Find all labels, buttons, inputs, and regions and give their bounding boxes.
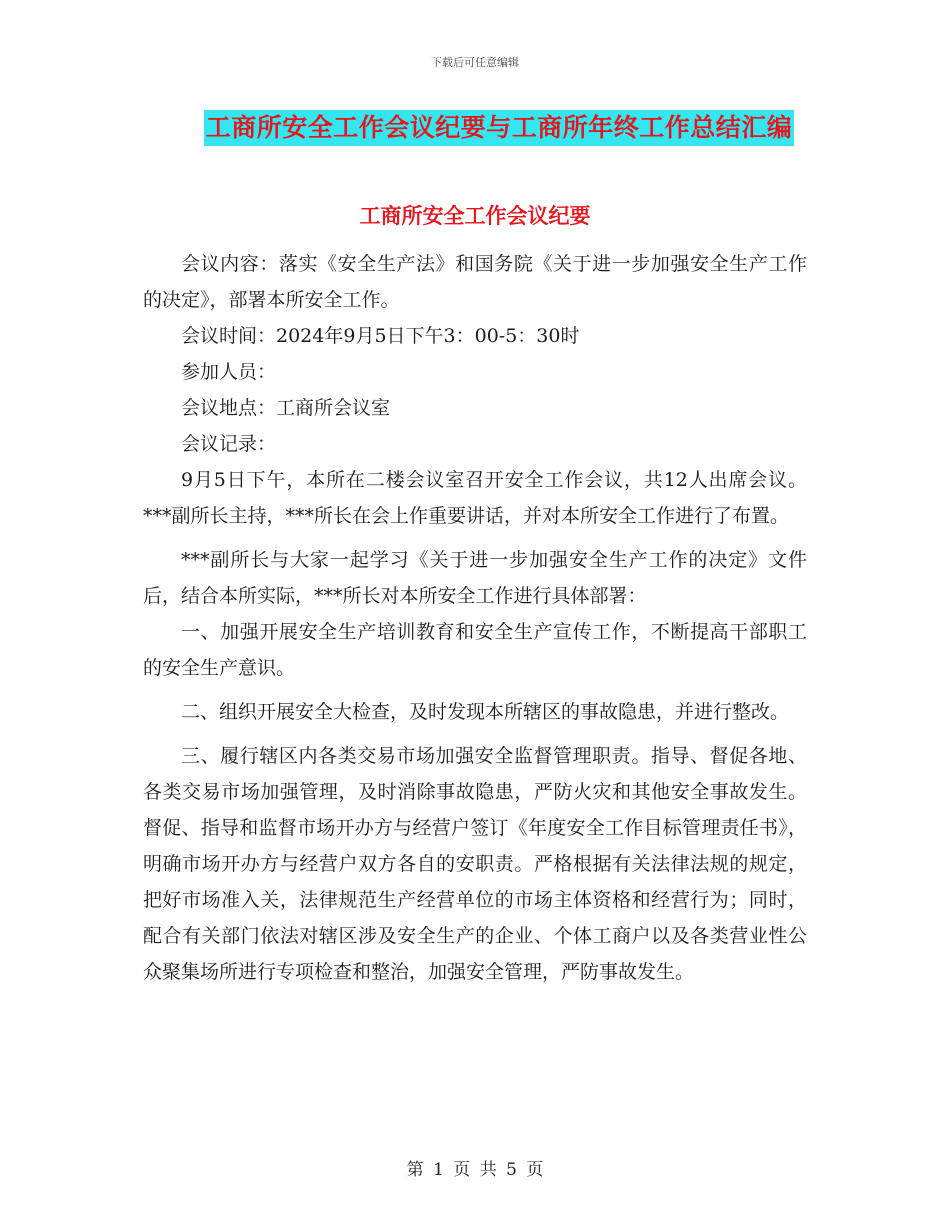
header-note: 下载后可任意编辑	[431, 56, 519, 69]
paragraph-item-one: 一、加强开展安全生产培训教育和安全生产宣传工作，不断提高干部职工的安全生产意识。	[143, 621, 807, 679]
paragraph-study-deployment: ***副所长与大家一起学习《关于进一步加强安全生产工作的决定》文件后，结合本所实际，***所长对本所安全工作进行具体部署：	[143, 549, 807, 607]
paragraph-meeting-summary: 9月5日下午，本所在二楼会议室召开安全工作会议，共12人出席会议。***副所长主持，***所长在会上作重要讲话，并对本所安全工作进行了布置。	[143, 469, 807, 527]
paragraph-item-three: 三、履行辖区内各类交易市场加强安全监督管理职责。指导、督促各地、各类交易市场加强管理，及时消除事故隐患，严防火灾和其他安全事故发生。督促、指导和监督市场开办方与经营户签订《年度安全工作目标管理责任书》，明确市场开办方与经营户双方各自的安职责。严格根据有关法律法规的规定，把好市场准入关，法律规范生产经营单位的市场主体资格和经营行为；同时，配合有关部门依法对辖区涉及安全生产的企业、个体工商户以及各类营业性公众聚集场所进行专项检查和整治，加强安全管理，严防事故发生。	[143, 745, 807, 983]
paragraph-meeting-record: 会议记录：	[181, 433, 277, 455]
main-title: 工商所安全工作会议纪要与工商所年终工作总结汇编	[204, 110, 795, 146]
paragraph-meeting-location: 会议地点：工商所会议室	[181, 397, 391, 419]
page-number: 第 1 页 共 5 页	[406, 1160, 544, 1180]
paragraph-meeting-content: 会议内容：落实《安全生产法》和国务院《关于进一步加强安全生产工作的决定》，部署本所安全工作。	[143, 253, 807, 311]
paragraph-item-two: 二、组织开展安全大检查，及时发现本所辖区的事故隐患，并进行整改。	[181, 701, 790, 723]
paragraph-attendees: 参加人员：	[181, 361, 277, 383]
document-body	[143, 246, 807, 990]
main-title-container	[0, 110, 950, 146]
section-title: 工商所安全工作会议纪要	[359, 204, 591, 228]
paragraph-meeting-time: 会议时间：2024年9月5日下午3：00-5：30时	[181, 325, 580, 347]
